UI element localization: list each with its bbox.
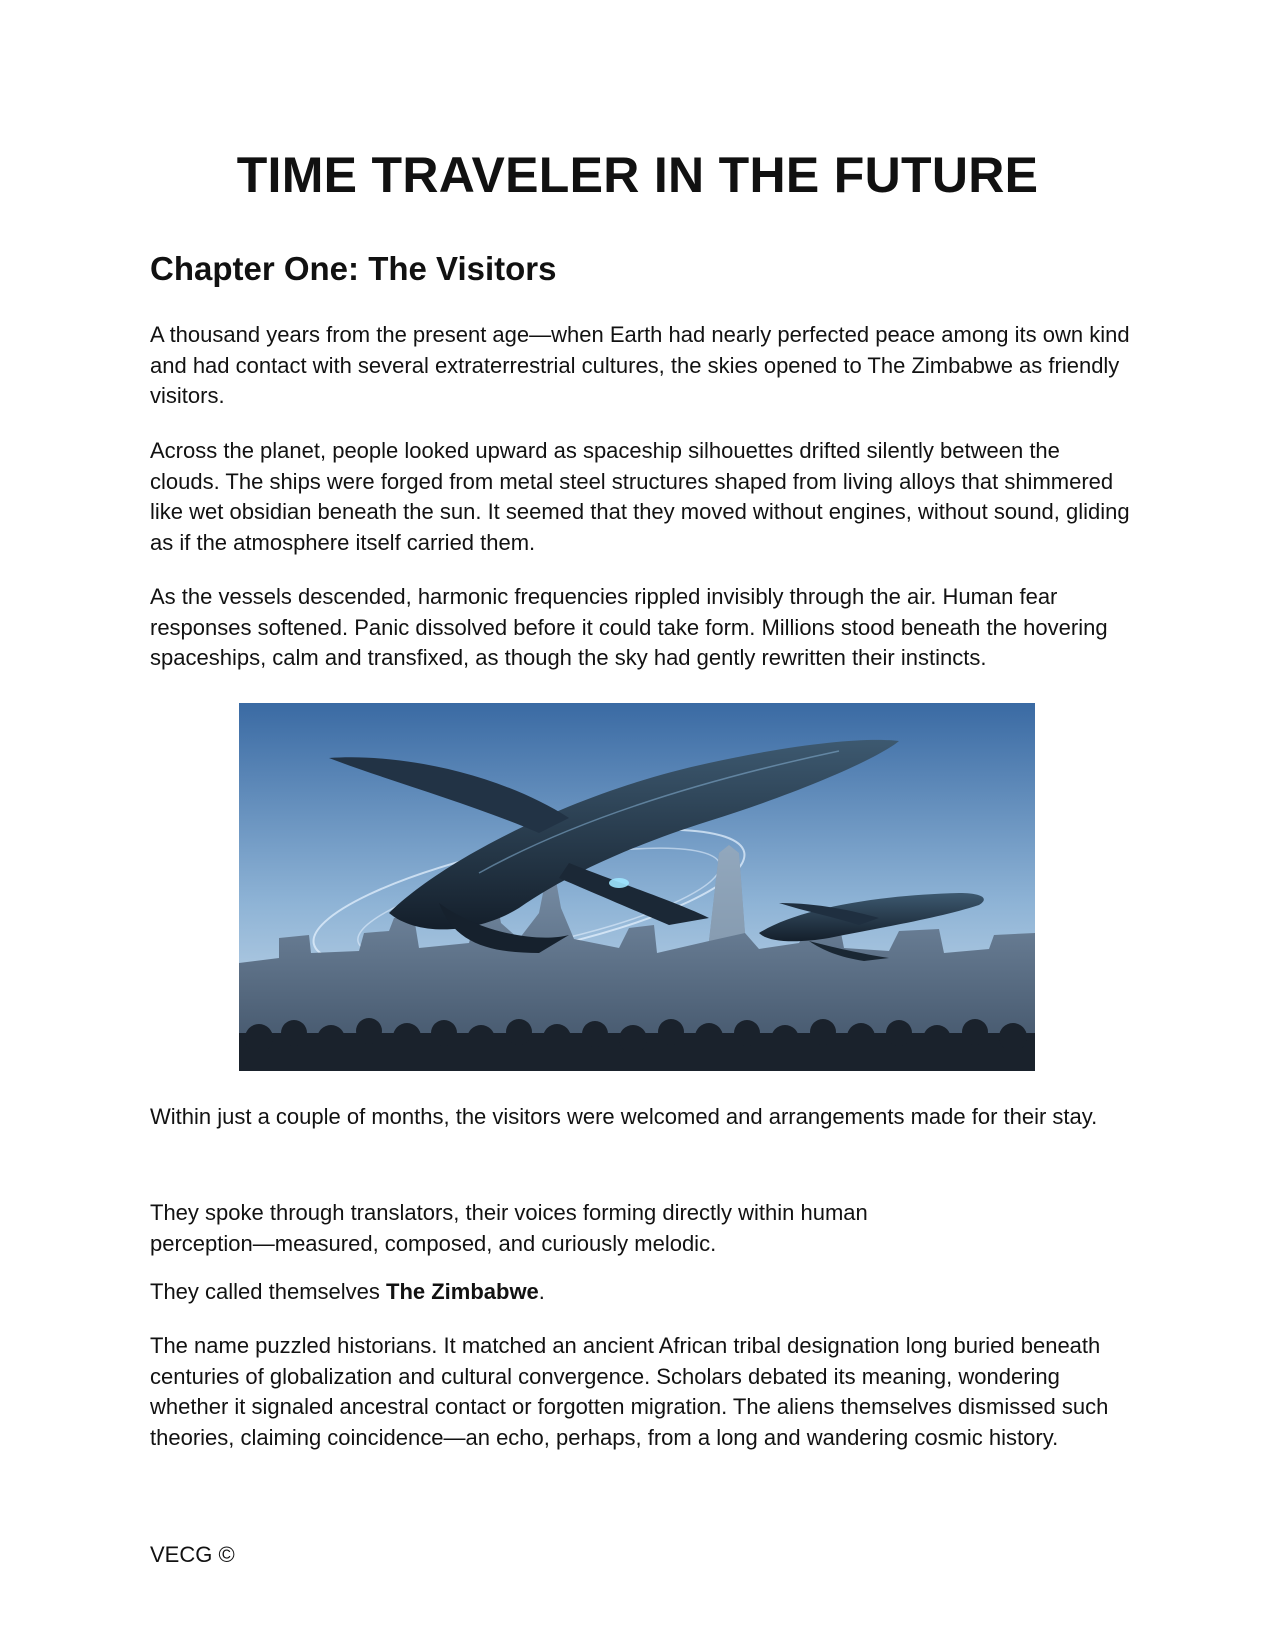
paragraph-5: They spoke through translators, their voices forming directly within human perception—measured, composed, and curiously melodic. — [150, 1200, 868, 1256]
zimbabwe-name-paragraph — [150, 1277, 1135, 1308]
document-title: TIME TRAVELER IN THE FUTURE — [236, 147, 1039, 203]
paragraph-3: As the vessels descended, harmonic frequencies rippled invisibly through the air. Human fear responses softened. Panic dissolved before it could take form. Millions stood beneath the hovering spaceships, calm and transfixed, as though the sky had gently rewritten their instincts. — [150, 584, 1108, 670]
footer-copyright: VECG © — [150, 1542, 235, 1567]
name-line-bold: The Zimbabwe — [386, 1279, 539, 1304]
chapter-heading: Chapter One: The Visitors — [150, 250, 557, 287]
paragraph-6: The name puzzled historians. It matched an ancient African tribal designation long buried beneath centuries of globalization and cultural convergence. Scholars debated its meaning, wondering whether it signaled ancestral contact or forgotten migration. The aliens themselves dismissed such theories, claiming coincidence—an echo, perhaps, from a long and wandering cosmic history. — [150, 1333, 1109, 1450]
paragraph-2: Across the planet, people looked upward as spaceship silhouettes drifted silently between the clouds. The ships were forged from metal steel structures shaped from living alloys that shimmered like wet obsidian beneath the sun. It seemed that they moved without engines, without sound, gliding as if the atmosphere itself carried them. — [150, 438, 1130, 555]
paragraph-4: Within just a couple of months, the visitors were welcomed and arrangements made for their stay. — [150, 1104, 1098, 1129]
spaceship-illustration-art — [239, 703, 1035, 1071]
spaceship-illustration — [239, 703, 1035, 1071]
name-line-suffix: . — [538, 1279, 545, 1304]
paragraph-1: A thousand years from the present age—when Earth had nearly perfected peace among its own kind and had contact with several extraterrestrial cultures, the skies opened to The Zimbabwe as friendly visitors. — [150, 322, 1130, 408]
name-line-prefix: They called themselves — [150, 1279, 386, 1304]
